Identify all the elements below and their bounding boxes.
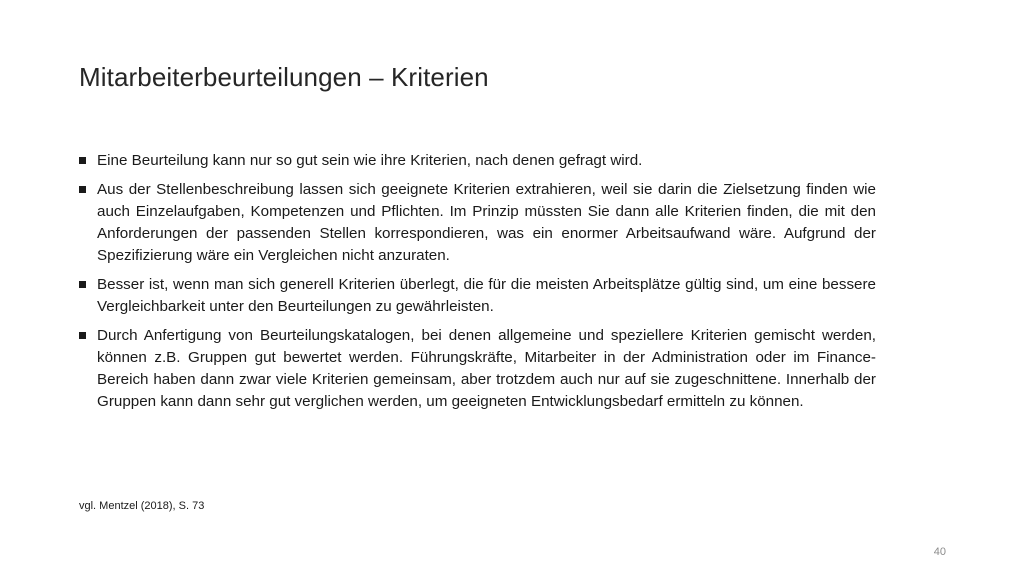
page-number: 40 — [933, 546, 946, 558]
bullet-item — [79, 150, 876, 172]
square-bullet-icon — [79, 281, 86, 288]
slide-title: Mitarbeiterbeurteilungen – Kriterien — [79, 62, 489, 92]
source-citation: vgl. Mentzel (2018), S. 73 — [79, 500, 205, 512]
square-bullet-icon — [79, 332, 86, 339]
bullet-text: Durch Anfertigung von Beurteilungskatalogen, bei denen allgemeine und speziellere Kriterien gemischt werden, können z.B. Gruppen gut bewertet werden. Führungskräfte, Mitarbeiter in der Administration oder im Finance-Bereich haben dann zwar viele Kriterien gemeinsam, aber trotzdem auch nur auf sie zugeschnittene. Innerhalb der Gruppen kann dann sehr gut verglichen werden, um geeigneten Entwicklungsbedarf ermitteln zu können. — [97, 327, 876, 410]
bullet-text: Besser ist, wenn man sich generell Kriterien überlegt, die für die meisten Arbeitsplätze gültig sind, um eine bessere Vergleichbarkeit unter den Beurteilungen zu gewährleisten. — [97, 276, 876, 315]
bullet-item — [79, 274, 876, 318]
square-bullet-icon — [79, 157, 86, 164]
bullet-text: Aus der Stellenbeschreibung lassen sich geeignete Kriterien extrahieren, weil sie darin die Zielsetzung finden wie auch Einzelaufgaben, Kompetenzen und Pflichten. Im Prinzip müssten Sie dann alle Kriterien finden, die mit den Anforderungen der passenden Stellen korrespondieren, was ein enormer Arbeitsaufwand wäre. Aufgrund der Spezifizierung wäre ein Vergleichen nicht anzuraten. — [97, 181, 876, 264]
bullet-text: Eine Beurteilung kann nur so gut sein wie ihre Kriterien, nach denen gefragt wird. — [97, 152, 643, 169]
bullet-item — [79, 325, 876, 413]
square-bullet-icon — [79, 186, 86, 193]
bullet-list — [79, 150, 876, 420]
bullet-item — [79, 179, 876, 267]
